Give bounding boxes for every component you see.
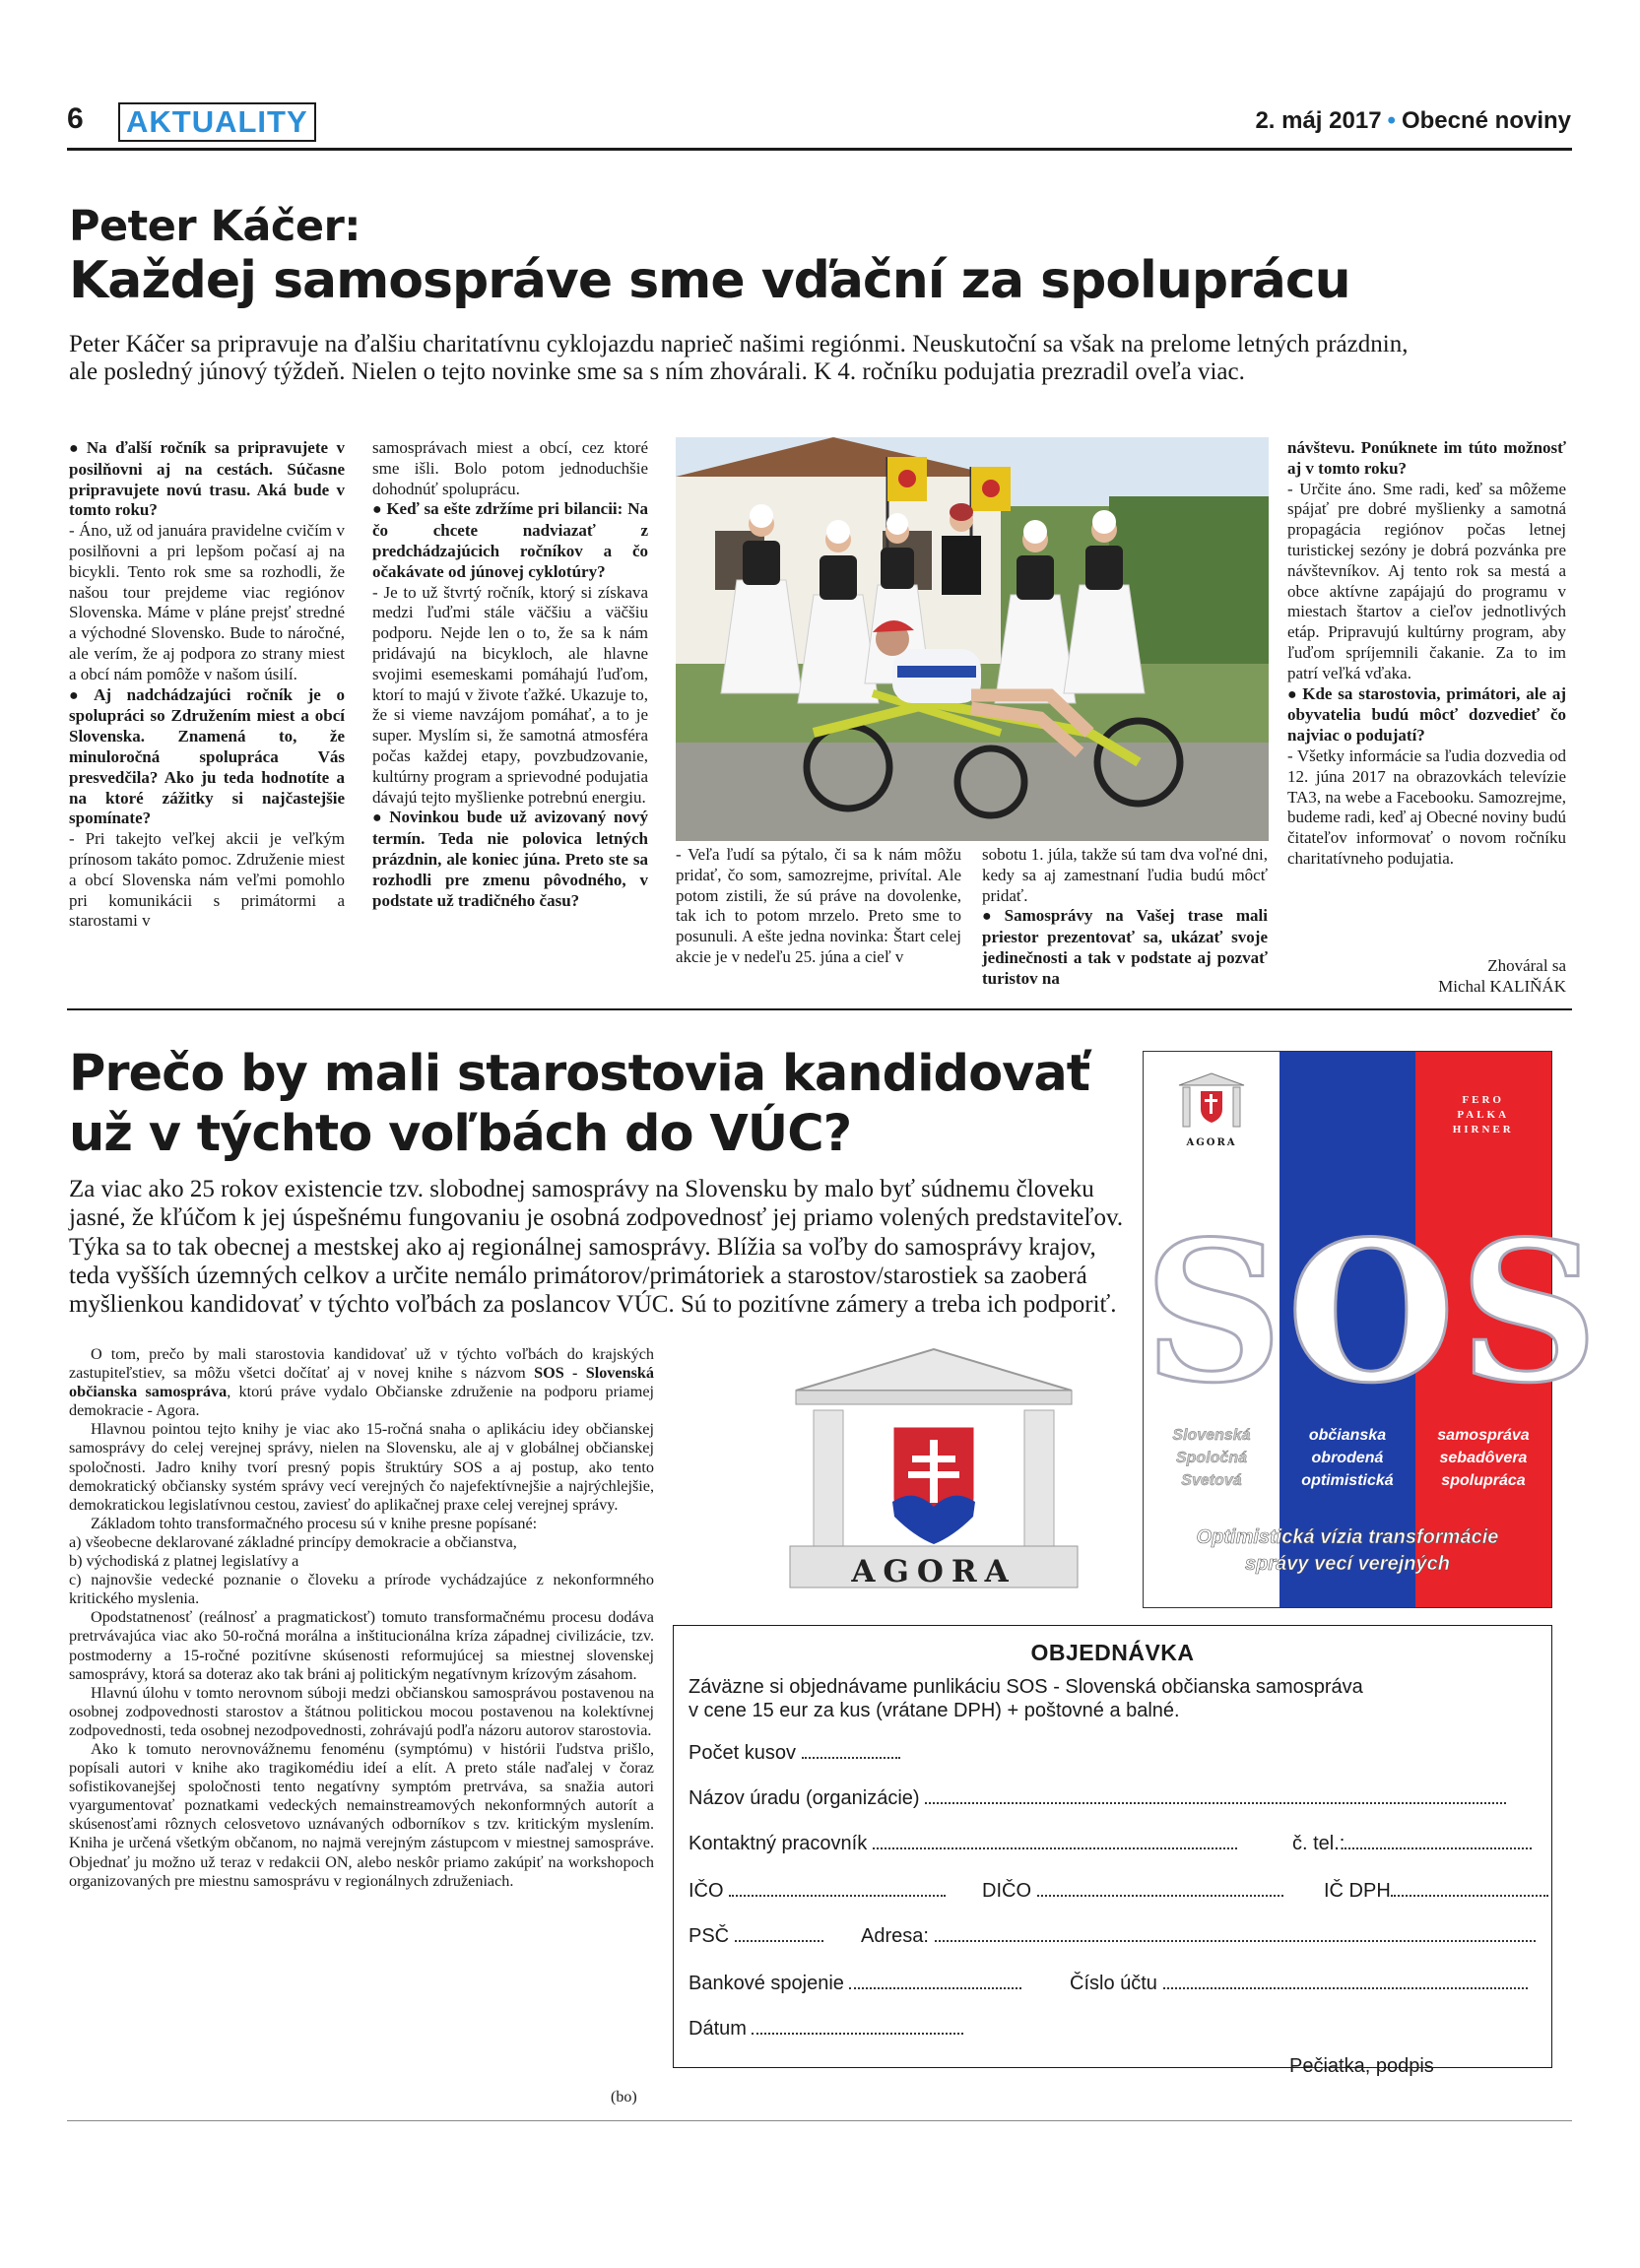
agora-logo-text: AGORA <box>851 1554 1017 1589</box>
field-label: Počet kusov <box>689 1742 796 1764</box>
order-form <box>673 1625 1552 2077</box>
cover-word: Slovenská <box>1172 1427 1251 1444</box>
section-label: AKTUALITY <box>118 102 316 142</box>
interview-question: ● Novinkou bude už avizovaný nový termín. Teda nie polovica letných prázdnin, ale koniec júna. Preto ste sa rozhodli pre zmenu pôvodného, v podstate už tradičného času? <box>372 808 648 911</box>
cover-logo-text: AGORA <box>1186 1137 1237 1148</box>
article2-paragraph <box>69 1345 654 1420</box>
field-label: Adresa: <box>861 1925 929 1947</box>
article2-paragraph: Hlavnou pointou tejto knihy je viac ako 15-ročná snaha o aplikáciu idey občianskej samosprávy do celej verejnej správy, nielen na Slovensku, ale aj v globálnej občianskej spoločnosti. Jadro knihy tvorí presný popis štruktúry SOS a aj postup, ako tento demokratický občiansky systém správy vecí verejných čo najefektívnejšie a najrýchlejšie, demokratickou legislatívnou cestou, zaviesť do aplikačnej praxe celej verejnej správy. <box>69 1420 654 1514</box>
body-text: O tom, prečo by mali starostovia kandidovať už v týchto voľbách do krajských zastupiteľstiev, sa môžu všetci dočítať aj v novej knihe s názvom <box>69 1345 654 1383</box>
fill-line[interactable] <box>729 1883 946 1897</box>
article2-paragraph: Hlavnú úlohu v tomto nerovnom súboji medzi občianskou samosprávou postavenou na osobnej zodpovednosti starostov a štátnou politickou mocou postavenou na kolektívnej zodpovednosti, teda osobnej nezodpovednosti, zohrávajú podľa názoru autorov starostovia. <box>69 1683 654 1739</box>
fill-line[interactable] <box>802 1745 900 1759</box>
header-rule <box>67 148 1572 151</box>
cover-words-col1 <box>1144 1424 1279 1492</box>
cover-tagline-line: Optimistická vízia transformácie <box>1196 1526 1499 1548</box>
field-label: Bankové spojenie <box>689 1973 844 1994</box>
article1-column-1 <box>69 438 345 932</box>
interview-answer: - Je to už štvrtý ročník, ktorý si získava medzi ľuďmi stále väčšiu a väčšiu podporu. Nejde len o to, že sa k nám pridávajú na bicykloch, ale hlavne svojimi esemeskami pomáhajú ľuďom, ktorí to majú v živote ťažké. Ukazuje to, že si vieme navzájom pomáhať, a to je super. Myslím si, že samotná atmosféra počas každej etapy, povzbudzovanie, kultúrny program a sprievodné podujatia dávajú tejto myšlienke potrebnú energiu. <box>372 582 648 807</box>
field-icdph[interactable] <box>1324 1880 1548 1903</box>
fill-line[interactable] <box>1163 1976 1528 1989</box>
fill-line[interactable] <box>873 1836 1237 1849</box>
cover-word: Spoločná <box>1175 1450 1247 1466</box>
field-label: Pečiatka, podpis <box>1289 2055 1434 2077</box>
interview-answer: - Všetky informácie sa ľudia dozvedia od 12. júna 2017 na obrazovkách televízie TA3, na webe a Facebooku. Samozrejme, budeme radi, keď aj Obecné noviny budú čitateľov informovať o novom ročníku charitatívneho podujatia. <box>1287 745 1566 868</box>
intro-line: Záväzne si objednávame punlikáciu SOS - Slovenská občianska samospráva <box>689 1676 1363 1698</box>
field-zip[interactable] <box>689 1925 823 1948</box>
field-account[interactable] <box>1070 1973 1528 1995</box>
interview-question: ● Na ďalší ročník sa pripravujete v posilňovni aj na cestách. Súčasne pripravujete novú trasu. Aká bude v tomto roku? <box>69 438 345 521</box>
field-label: Názov úradu (organizácie) <box>689 1787 920 1809</box>
field-contact[interactable] <box>689 1833 1237 1855</box>
cover-word: občianska <box>1308 1427 1387 1444</box>
interview-answer: - Určite áno. Sme radi, keď sa môžeme spájať pre dobré myšlienky a samotná propagácia regiónov počas letnej turistickej sezóny je dobrá pozvánka pre návštevníkov. Aj tento rok sa mestá a obce aktívne zapájajú do programu v miestach štartov a cieľov jednotlivých etáp. Pripravujú kultúrny program, aby ľuďom spríjemnili čakanie. Za to im patrí veľká vďaka. <box>1287 479 1566 682</box>
interview-answer: sobotu 1. júla, takže sú tam dva voľné dni, kedy sa aj zamestnaní ľudia budú môcť pridať. <box>982 845 1268 905</box>
field-phone[interactable] <box>1292 1833 1532 1855</box>
cover-word: obrodená <box>1311 1450 1384 1466</box>
fill-line[interactable] <box>925 1790 1506 1804</box>
fill-line[interactable] <box>1037 1883 1283 1897</box>
author: PALKA <box>1457 1109 1510 1121</box>
page-number: 6 <box>67 102 84 135</box>
issue-date: 2. máj 2017 <box>1255 107 1382 134</box>
bullet-icon: • <box>1387 107 1396 134</box>
order-form-intro <box>689 1675 1536 1722</box>
author-name: Michal KALIŇÁK <box>1438 977 1566 996</box>
article2-paragraph: Základom tohto transformačného procesu sú v knihe presne popísané: <box>91 1514 538 1532</box>
article1-column-2 <box>372 438 648 911</box>
signature-line: Zhováral sa <box>1487 956 1566 975</box>
body-text: , ktorú práve vydalo Občianske združenie na podporu priamej demokracie - Agora. <box>69 1383 654 1420</box>
fill-line[interactable] <box>752 2021 963 2035</box>
interview-answer: návštevu. Ponúknete im túto možnosť aj v tomto roku? <box>1287 438 1566 478</box>
cover-word: Svetová <box>1181 1472 1242 1489</box>
fill-line[interactable] <box>735 1928 823 1942</box>
article2-title: Prečo by mali starostovia kandidovať už v týchto voľbách do VÚC? <box>69 1045 1090 1163</box>
fill-line[interactable] <box>1391 1883 1548 1897</box>
article1-title: Každej samospráve sme vďační za spoluprácu <box>69 251 1350 310</box>
fill-line[interactable] <box>935 1928 1536 1942</box>
interview-question: ● Keď sa ešte zdržíme pri bilancii: Na čo chcete nadviazať z predchádzajúcich ročníkov a čo očakávate od júnovej cyklotúry? <box>372 499 648 582</box>
cover-word: sebadôvera <box>1439 1450 1528 1466</box>
field-quantity[interactable] <box>689 1742 900 1765</box>
article2-lead: Za viac ako 25 rokov existencie tzv. slobodnej samosprávy na Slovensku by malo byť súdnemu človeku jasné, že kľúčom k jej úspešnému fungovaniu je osobná zodpovednosť jej priamo volených predstaviteľov. Týka sa to tak obecnej a mestskej ako aj regionálnej samosprávy. Blížia sa voľby do samosprávy krajov, teda vyšších územných celkov a určite nemálo primátorov/primátoriek a starostov/starostiek sa zaoberá myšlienkou kandidovať v týchto voľbách za poslancov VÚC. Sú to pozitívne zámery a treba ich podporiť. <box>69 1176 1124 1319</box>
book-title: SOS - Slovenská občianska samospráva <box>69 1364 654 1401</box>
issue-info <box>1255 107 1571 135</box>
author: FERO <box>1462 1094 1504 1106</box>
field-label: IČ DPH <box>1324 1880 1391 1902</box>
field-date[interactable] <box>689 2018 963 2041</box>
order-form-title: OBJEDNÁVKA <box>1030 1640 1195 1665</box>
article-divider <box>67 1008 1572 1010</box>
cover-temple-icon <box>1177 1073 1246 1133</box>
field-address[interactable] <box>861 1925 1536 1948</box>
field-label: Kontaktný pracovník <box>689 1833 868 1854</box>
field-stamp-signature <box>1289 2055 1434 2078</box>
cover-words-col2 <box>1279 1424 1415 1492</box>
article1-signature <box>1287 955 1566 997</box>
cover-title: SOS <box>1144 1199 1603 1426</box>
field-label: IČO <box>689 1880 724 1902</box>
author: HIRNER <box>1452 1124 1514 1135</box>
field-dico[interactable] <box>982 1880 1283 1903</box>
cover-tagline-line: správy vecí verejných <box>1245 1553 1450 1575</box>
field-label: DIČO <box>982 1880 1031 1902</box>
list-item: c) najnovšie vedecké poznanie o človeku a prírode vychádzajúce z nekonformného kritického myslenia. <box>69 1571 654 1608</box>
cover-authors <box>1415 1093 1551 1137</box>
interview-answer: - Áno, už od januára pravidelne cvičím v posilňovni a pri lepšom počasí aj na bicykli. Tento rok sme sa rozhodli, že našou tour prejdeme viac regiónov Slovenska. Máme v pláne prejsť stredné a východné Slovensko. Bude to náročné, ale verím, že aj podpora zo strany miest a obcí nám pomôže v našom úsilí. <box>69 521 345 683</box>
article2-body <box>69 1345 654 1891</box>
list-item: a) všeobecne deklarované základné princípy demokracie a občianstva, <box>69 1532 517 1551</box>
interview-question: ● Aj nadchádzajúci ročník je o spolupráci so Združením miest a obcí Slovenska. Znamená to, že minuloročná spolupráca Vás presvedčila? Ako ju teda hodnotíte a na ktoré zážitky si najčastejšie spomínate? <box>69 685 345 830</box>
article2-paragraph: Opodstatnenosť (reálnosť a pragmatickosť) tomuto transformačnému procesu dodáva pretrvávajúca viac ako 50-ročná morálna a inštitucionálna kríza západnej civilizácie, tzv. postmoderny a 15-ročné pozitívne skúsenosti reformujúcej sa miestnej slovenskej samosprávy, ktorá sa doteraz ako tak bráni aj politickým negatívnym krízovým zásahom. <box>69 1608 654 1683</box>
interview-answer: samosprávach miest a obcí, cez ktoré sme išli. Bolo potom jednoduchšie dohodnúť spoluprácu. <box>372 438 648 498</box>
bottom-rule <box>67 2120 1572 2121</box>
article1-lead: Peter Káčer sa pripravuje na ďalšiu charitatívnu cyklojazdu naprieč našimi regiónmi. Neuskutoční sa však na prelome letných prázdnin, ale posledný júnový týždeň. Nielen o tejto novinke sme sa s ním zhovárali. K 4. ročníku podujatia prezradil oveľa viac. <box>69 331 1409 385</box>
field-label: č. tel.: <box>1292 1833 1345 1854</box>
interview-question: ● Samosprávy na Vašej trase mali priestor prezentovať sa, ukázať svoje jedinečnosti a tak v podstate aj pozvať turistov na <box>982 906 1268 989</box>
cover-word: spolupráca <box>1441 1472 1526 1489</box>
list-item: b) východiská z platnej legislatívy a <box>69 1552 299 1571</box>
cover-word: samospráva <box>1437 1427 1530 1444</box>
publication-name: Obecné noviny <box>1401 107 1571 134</box>
article1-kicker: Peter Káčer: <box>69 202 361 251</box>
article1-column-4 <box>982 845 1268 990</box>
photo-cyclist-folk-costumes <box>676 437 1269 841</box>
cover-tagline <box>1144 1524 1551 1578</box>
intro-line: v cene 15 eur za kus (vrátane DPH) + poštovné a balné. <box>689 1700 1180 1721</box>
interview-answer: - Veľa ľudí sa pýtalo, či sa k nám môžu pridať, čo som, samozrejme, privítal. Ale potom zistili, že sú práve na dovolenke, tak ich to potom mrzelo. Preto sme to posunuli. A ešte jedna novinka: Štart celej akcie je v nedeľu 25. júna a cieľ v <box>676 845 961 966</box>
field-organization[interactable] <box>689 1787 1506 1810</box>
field-bank[interactable] <box>689 1973 1021 1995</box>
agora-logo <box>786 1349 1082 1590</box>
cover-word: optimistická <box>1301 1472 1394 1489</box>
book-cover <box>1143 1051 1603 1608</box>
article2-paragraph: Ako k tomuto nerovnovážnemu fenoménu (symptómu) v histórii ľudstva prišlo, popísali autori v knihe ako tragikomédiu ideí a elít. A preto stále naďalej v čoraz sofistikovanejšej spoločnosti tento negatívny symptóm pretrváva, sa snažia autori vyargumentovať poznatkami vedeckých nemainstreamových nekonformných autorít a skúsenosťami rôznych celosvetovo uznávaných odborníkov s tzv. kritickým myslením. Kniha je určená všetkým občanom, no najmä verejným zástupcom v miestnej samospráve. Objednať ju možno už teraz v redakcii ON, alebo neskôr priamo zakúpiť na workshopoch organizovaných pre miestnu samosprávu v regionálnych združeniach. <box>69 1739 654 1890</box>
field-ico[interactable] <box>689 1880 946 1903</box>
fill-line[interactable] <box>849 1976 1021 1989</box>
photo-illustration <box>676 437 1269 841</box>
cover-agora-logo <box>1177 1073 1246 1152</box>
article1-column-3 <box>676 845 961 968</box>
interview-question: ● Kde sa starostovia, primátori, ale aj obyvatelia budú môcť dozvedieť čo najviac o podujatí? <box>1287 684 1566 746</box>
interview-answer: - Pri takejto veľkej akcii je veľkým prínosom takáto pomoc. Združenie miest a obcí Slovenska nám veľmi pomohlo pri komunikácii s primátormi a starostami v <box>69 829 345 931</box>
article2-signature: (bo) <box>611 2089 637 2106</box>
cover-words-col3 <box>1415 1424 1551 1492</box>
field-label: Číslo účtu <box>1070 1973 1157 1994</box>
field-label: Dátum <box>689 2018 747 2040</box>
article1-column-5 <box>1287 438 1566 870</box>
fill-line[interactable] <box>1345 1836 1532 1849</box>
field-label: PSČ <box>689 1925 730 1947</box>
